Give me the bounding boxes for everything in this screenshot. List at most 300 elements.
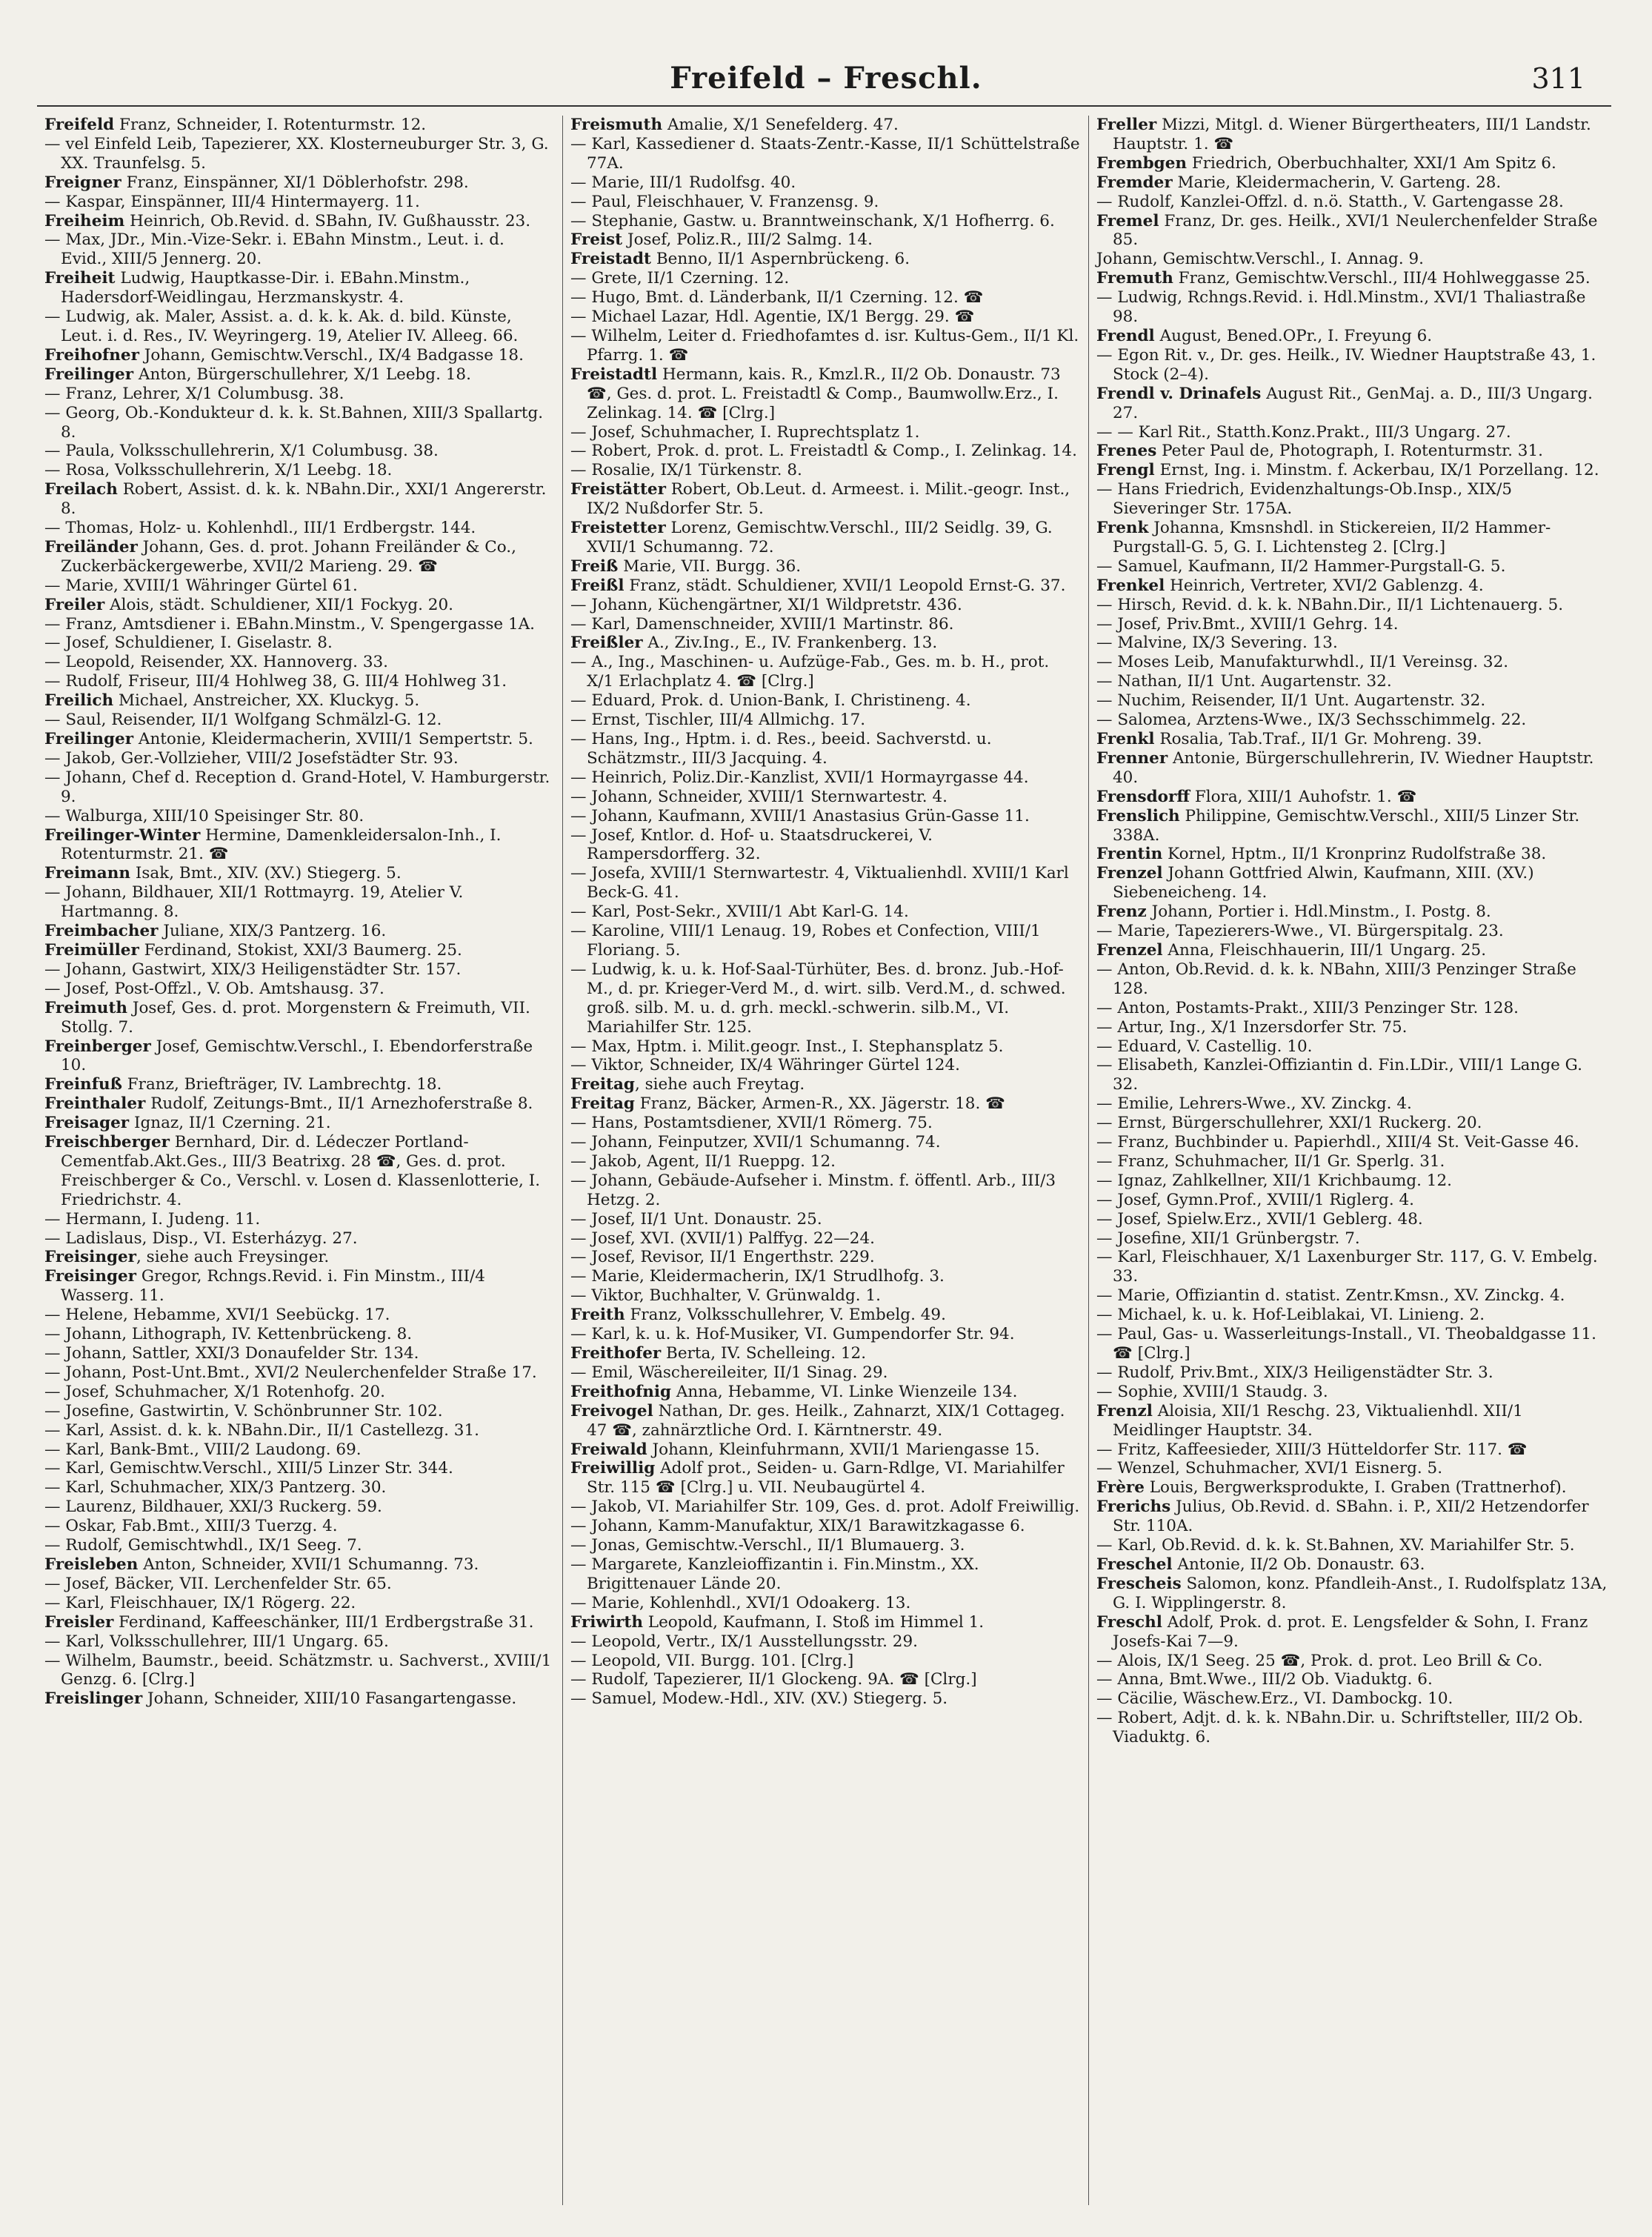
directory-entry — [1096, 807, 1608, 845]
entry-text: — Johann, Bildhauer, XII/1 Rottmayrg. 19, Atelier V. Hartmanng. 8. — [44, 883, 469, 922]
directory-entry — [44, 385, 555, 404]
directory-entry — [570, 730, 1081, 768]
entry-text: — Josefine, Gastwirtin, V. Schönbrunner Str. 102. — [44, 1401, 443, 1420]
entry-surname: Frenz — [1096, 903, 1147, 922]
directory-entry — [44, 1267, 555, 1306]
entry-text: Heinrich, Ob.Revid. d. SBahn, IV. Gußhausstr. 23. — [124, 211, 531, 230]
entry-surname: Freischberger — [44, 1133, 170, 1152]
entry-text: Hermine, Damenkleidersalon-Inh., I. Rotenturmstr. 21. ☎ — [61, 825, 507, 864]
directory-entry — [570, 653, 1081, 691]
entry-surname: Frenzel — [1096, 864, 1163, 883]
entry-text: — Ludwig, ak. Maler, Assist. a. d. k. k. Ak. d. bild. Künste, Leut. i. d. Res., IV. Weyringerg. 19, Atelier IV. Alleeg. 66. — [44, 308, 519, 345]
entry-text: Lorenz, Gemischtw.Verschl., III/2 Seidlg. 39, G. XVII/1 Schumanng. 72. — [587, 519, 1058, 556]
directory-entry — [570, 1652, 1081, 1671]
entry-text: — Ernst, Tischler, III/4 Allmichg. 17. — [570, 711, 866, 730]
entry-text: Marie, Kleidermacherin, V. Garteng. 28. — [1172, 173, 1502, 192]
entry-text: — — Karl Rit., Statth.Konz.Prakt., III/3 Ungarg. 27. — [1096, 422, 1511, 442]
directory-entry — [44, 1133, 555, 1210]
entry-text: Robert, Assist. d. k. k. NBahn.Dir., XXI/1 Angererstr. 8. — [61, 480, 552, 519]
entry-text: — Jakob, VI. Mariahilfer Str. 109, Ges. d. prot. Adolf Freiwillig. — [570, 1498, 1080, 1517]
directory-entry — [1096, 173, 1608, 193]
entry-surname: Freistadtl — [570, 365, 658, 384]
directory-entry — [44, 672, 555, 691]
entry-text: — Franz, Lehrer, X/1 Columbusg. 38. — [44, 384, 344, 403]
entry-text: Ernst, Ing. i. Minstm. f. Ackerbau, IX/1 Porzellang. 12. — [1154, 461, 1599, 480]
directory-entry — [44, 404, 555, 442]
entry-surname: Frenkel — [1096, 576, 1165, 595]
directory-entry — [44, 1383, 555, 1402]
entry-text: — Michael Lazar, Hdl. Agentie, IX/1 Bergg. 29. ☎ — [570, 308, 975, 327]
entry-text: — Josef, Schuhmacher, X/1 Rotenhofg. 20. — [44, 1382, 386, 1401]
directory-entry — [570, 1344, 1081, 1363]
directory-entry — [570, 826, 1081, 865]
directory-entry — [44, 1075, 555, 1094]
directory-entry — [44, 212, 555, 231]
entry-surname: Freschel — [1096, 1555, 1173, 1574]
directory-entry — [1096, 691, 1608, 711]
directory-entry — [1096, 1306, 1608, 1325]
entry-text: — Josefa, XVIII/1 Sternwartestr. 4, Viktualienhdl. XVIII/1 Karl Beck-G. 41. — [570, 864, 1074, 903]
directory-entry — [1096, 1536, 1608, 1555]
entry-text: Rudolf, Zeitungs-Bmt., II/1 Arnezhoferstraße 8. — [145, 1094, 533, 1114]
entry-text: — Samuel, Modew.-Hdl., XIV. (XV.) Stiegerg. 5. — [570, 1689, 948, 1709]
entry-surname: Freistätter — [570, 480, 666, 499]
entry-surname: Freithofnig — [570, 1382, 672, 1401]
entry-text: — Ludwig, k. u. k. Hof-Saal-Türhüter, Bes. d. bronz. Jub.-Hof-M., d. pr. Krieger-Verd M., d. wirt. silb. Verd.M., d. schwed. groß. silb. M. u. d. grh. meckl.-schwerin. silb.M., VI. Mariahilfer Str. 125. — [570, 960, 1071, 1037]
directory-entry — [1096, 922, 1608, 941]
entry-surname: Freistetter — [570, 519, 666, 538]
entry-text: — Johann, Lithograph, IV. Kettenbrückeng. 8. — [44, 1325, 413, 1344]
directory-entry — [1096, 288, 1608, 327]
entry-surname: Freinfuß — [44, 1075, 122, 1094]
directory-entry — [44, 1248, 555, 1267]
entry-text: — Josef, Schuhmacher, I. Ruprechtsplatz 1. — [570, 422, 920, 442]
entry-text: — Marie, XVIII/1 Währinger Gürtel 61. — [44, 576, 358, 595]
entry-text: — Karoline, VIII/1 Lenaug. 19, Robes et Confection, VIII/1 Floriang. 5. — [570, 922, 1046, 960]
entry-text: Kornel, Hptm., II/1 Kronprinz Rudolfstraße 38. — [1162, 845, 1547, 864]
entry-text: — Marie, Tapezierers-Wwe., VI. Bürgerspitalg. 23. — [1096, 922, 1504, 941]
entry-text: — Eduard, V. Castellig. 10. — [1096, 1037, 1313, 1056]
page-number: 311 — [1531, 62, 1585, 95]
entry-surname: Freithofer — [570, 1344, 662, 1363]
directory-entry — [44, 1363, 555, 1383]
entry-text: — Helene, Hebamme, XVI/1 Seebückg. 17. — [44, 1306, 390, 1325]
entry-text: Anton, Schneider, XVII/1 Schumanng. 73. — [138, 1555, 479, 1574]
entry-text: , siehe auch Freysinger. — [136, 1248, 330, 1267]
directory-entry — [570, 269, 1081, 288]
directory-entry — [44, 1498, 555, 1517]
entry-surname: Frère — [1096, 1478, 1145, 1498]
directory-entry — [570, 1056, 1081, 1075]
directory-entry — [570, 768, 1081, 788]
entry-text: — Johann, Sattler, XXI/3 Donaufelder Str. 134. — [44, 1344, 419, 1363]
entry-text: — Johann, Schneider, XVIII/1 Sternwartestr. 4. — [570, 787, 947, 806]
entry-surname: Freilinger-Winter — [44, 825, 201, 845]
directory-entry — [44, 365, 555, 385]
entry-text: Gregor, Rchngs.Revid. i. Fin Minstm., III/4 Wasserg. 11. — [61, 1267, 490, 1306]
directory-entry — [44, 1344, 555, 1363]
directory-entry — [1096, 1555, 1608, 1575]
entry-text: — Wilhelm, Baumstr., beeid. Schätzmstr. u. Sachverst., XVIII/1 Genzg. 6. [Clrg.] — [44, 1651, 557, 1689]
entry-text: , siehe auch Freytag. — [634, 1075, 805, 1094]
directory-entry — [570, 615, 1081, 634]
entry-text: — Hans, Ing., Hptm. i. d. Res., beeid. Sachverstd. u. Schätzmstr., III/3 Jacquing. 4. — [570, 730, 997, 768]
directory-entry — [44, 1689, 555, 1709]
entry-text: — Josef, Kntlor. d. Hof- u. Staatsdruckerei, V. Rampersdorfferg. 32. — [570, 825, 938, 864]
entry-text: — Johann, Chef d. Reception d. Grand-Hotel, V. Hamburgerstr. 9. — [44, 768, 556, 806]
entry-text: — Salomea, Arztens-Wwe., IX/3 Sechsschimmelg. 22. — [1096, 711, 1527, 730]
directory-entry — [44, 538, 555, 576]
directory-entry — [570, 711, 1081, 730]
entry-text: — Hans Friedrich, Evidenzhaltungs-Ob.Insp., XIX/5 Sieveringer Str. 175A. — [1096, 480, 1517, 519]
entry-text: — Nathan, II/1 Unt. Augartenstr. 32. — [1096, 672, 1392, 691]
directory-entry — [1096, 1114, 1608, 1133]
entry-surname: Freinthaler — [44, 1094, 146, 1114]
directory-entry — [1096, 327, 1608, 346]
entry-surname: Freimbacher — [44, 922, 159, 941]
entry-text: — Josef, Schuldiener, I. Giselastr. 8. — [44, 634, 333, 653]
entry-surname: Freitag — [570, 1094, 635, 1114]
directory-entry — [570, 1152, 1081, 1171]
entry-text: — Leopold, VII. Burgg. 101. [Clrg.] — [570, 1651, 854, 1670]
entry-text: — Samuel, Kaufmann, II/2 Hammer-Purgstall-G. 5. — [1096, 556, 1506, 576]
directory-entry — [44, 480, 555, 519]
directory-entry — [570, 1133, 1081, 1152]
directory-entry — [1096, 711, 1608, 730]
entry-text: — Stephanie, Gastw. u. Branntweinschank, X/1 Hofherrg. 6. — [570, 211, 1055, 230]
entry-text: — Jonas, Gemischtw.-Verschl., II/1 Blumauerg. 3. — [570, 1536, 965, 1555]
directory-entry — [1096, 423, 1608, 442]
directory-entry — [1096, 845, 1608, 864]
directory-entry — [570, 1459, 1081, 1498]
directory-entry — [44, 999, 555, 1037]
entry-surname: Frenkl — [1096, 730, 1155, 748]
entry-text: — Karl, Damenschneider, XVIII/1 Martinstr. 86. — [570, 614, 954, 634]
directory-entry — [44, 691, 555, 711]
entry-text: — Johann, Gastwirt, XIX/3 Heiligenstädter Str. 157. — [44, 960, 462, 979]
directory-entry — [570, 1383, 1081, 1402]
directory-entry — [44, 1229, 555, 1249]
directory-entry — [570, 1402, 1081, 1440]
directory-entry — [44, 442, 555, 461]
directory-entry — [1096, 116, 1608, 154]
directory-entry — [1096, 1210, 1608, 1229]
entry-surname: Freiß — [570, 556, 619, 576]
entry-text: — Max, Hptm. i. Milit.geogr. Inst., I. Stephansplatz 5. — [570, 1037, 1004, 1056]
entry-text: Julius, Ob.Revid. d. SBahn. i. P., XII/2 Hetzendorfer Str. 110A. — [1113, 1498, 1594, 1536]
directory-entry — [44, 1478, 555, 1498]
entry-text: — Johann, Küchengärtner, XI/1 Wildpretstr. 436. — [570, 595, 962, 614]
directory-entry — [1096, 519, 1608, 557]
directory-entry — [44, 519, 555, 538]
entry-text: — Josef, Spielw.Erz., XVII/1 Geblerg. 48. — [1096, 1209, 1423, 1229]
directory-entry — [1096, 672, 1608, 691]
directory-entry — [570, 173, 1081, 193]
entry-text: August Rit., GenMaj. a. D., III/3 Ungarg. 27. — [1113, 384, 1598, 422]
directory-entry — [1096, 1478, 1608, 1498]
entry-text: — Karl, Ob.Revid. d. k. k. St.Bahnen, XV. Mariahilfer Str. 5. — [1096, 1536, 1575, 1555]
entry-text: — Anton, Ob.Revid. d. k. k. NBahn, XIII/3 Penzinger Straße 128. — [1096, 960, 1582, 998]
page-header — [0, 61, 1652, 105]
directory-entry — [44, 1037, 555, 1076]
directory-entry — [570, 1248, 1081, 1267]
entry-text: — Thomas, Holz- u. Kohlenhdl., III/1 Erdbergstr. 144. — [44, 519, 476, 538]
directory-entry — [44, 1594, 555, 1613]
entry-text: — Robert, Prok. d. prot. L. Freistadtl & Comp., I. Zelinkag. 14. — [570, 442, 1077, 461]
entry-surname: Frenslich — [1096, 806, 1180, 825]
entry-text: — Karl, Kassediener d. Staats-Zentr.-Kasse, II/1 Schüttelstraße 77A. — [570, 134, 1085, 173]
directory-entry — [570, 576, 1081, 596]
entry-text: — Kaspar, Einspänner, III/4 Hintermayerg. 11. — [44, 192, 420, 211]
directory-entry — [570, 1306, 1081, 1325]
directory-entry — [44, 193, 555, 212]
entry-text: — Karl, Gemischtw.Verschl., XIII/5 Linzer Str. 344. — [44, 1459, 453, 1478]
directory-entry — [570, 308, 1081, 327]
entry-text: — Ladislaus, Disp., VI. Esterházyg. 27. — [44, 1229, 358, 1248]
entry-text: — Heinrich, Poliz.Dir.-Kanzlist, XVII/1 Hormayrgasse 44. — [570, 768, 1029, 787]
entry-surname: Frendl — [1096, 326, 1155, 345]
entry-text: Franz, Gemischtw.Verschl., III/4 Hohlweggasse 25. — [1173, 269, 1591, 288]
directory-entry — [44, 346, 555, 365]
entry-text: — Nuchim, Reisender, II/1 Unt. Augartenstr. 32. — [1096, 691, 1486, 711]
directory-entry — [1096, 903, 1608, 922]
entry-text: — Wilhelm, Leiter d. Friedhofamtes d. isr. Kultus-Gem., II/1 Kl. Pfarrg. 1. ☎ — [570, 326, 1085, 365]
entry-text: — Josef, Priv.Bmt., XVIII/1 Gehrg. 14. — [1096, 614, 1399, 634]
entry-text: Berta, IV. Schelleing. 12. — [661, 1344, 867, 1363]
directory-entry — [44, 230, 555, 269]
directory-entry — [44, 1613, 555, 1632]
entry-surname: Freisinger — [44, 1267, 137, 1286]
directory-entry — [570, 788, 1081, 807]
entry-surname: Freist — [570, 230, 623, 250]
entry-surname: Freigner — [44, 173, 121, 192]
entry-surname: Frenes — [1096, 442, 1157, 461]
column-middle — [563, 116, 1089, 2205]
entry-text: Franz, Briefträger, IV. Lambrechtg. 18. — [121, 1075, 442, 1094]
entry-surname: Freisager — [44, 1114, 130, 1133]
entry-text: Johann, Portier i. Hdl.Minstm., I. Postg. 8. — [1146, 903, 1491, 922]
entry-surname: Freilinger — [44, 730, 134, 748]
entry-text: — Rosa, Volksschullehrerin, X/1 Leebg. 18. — [44, 461, 393, 480]
directory-entry — [1096, 1286, 1608, 1306]
directory-entry — [44, 596, 555, 615]
entry-text: — Johann, Gebäude-Aufseher i. Minstm. f. öffentl. Arb., III/3 Hetzg. 2. — [570, 1171, 1061, 1209]
entry-text: — Josef, Post-Offzl., V. Ob. Amtshausg. 37. — [44, 979, 384, 998]
entry-text: — Karl, Schuhmacher, XIX/3 Pantzerg. 30. — [44, 1478, 387, 1498]
entry-text: — Fritz, Kaffeesieder, XIII/3 Hütteldorfer Str. 117. ☎ — [1096, 1440, 1528, 1459]
entry-text: Bernhard, Dir. d. Lédeczer Portland-Cementfab.Akt.Ges., III/3 Beatrixg. 28 ☎, Ges. d. prot. Freischberger & Co., Verschl. v. Losen d. Klassenlotterie, I. Friedrichstr. 4. — [61, 1133, 545, 1209]
directory-entry — [570, 1440, 1081, 1460]
entry-text: Nathan, Dr. ges. Heilk., Zahnarzt, XIX/1 Cottageg. 47 ☎, zahnärztliche Ord. I. Kärntnerstr. 49. — [587, 1401, 1070, 1440]
entry-surname: Freiler — [44, 595, 105, 614]
directory-entry — [1096, 1383, 1608, 1402]
directory-entry — [1096, 596, 1608, 615]
entry-surname: Freimüller — [44, 940, 139, 960]
entry-text: Ferdinand, Stokist, XXI/3 Baumerg. 25. — [139, 940, 462, 960]
entry-text: Leopold, Kaufmann, I. Stoß im Himmel 1. — [642, 1612, 985, 1632]
directory-entry — [1096, 576, 1608, 596]
entry-text: Antonie, Bürgerschullehrerin, IV. Wiedner Hauptstr. 40. — [1113, 748, 1599, 787]
directory-entry — [570, 1632, 1081, 1652]
directory-entry — [1096, 461, 1608, 480]
entry-surname: Frenzl — [1096, 1401, 1153, 1420]
entry-surname: Freistadt — [570, 250, 651, 269]
entry-text: — Josef, Revisor, II/1 Engerthstr. 229. — [570, 1248, 875, 1267]
directory-entry — [570, 250, 1081, 269]
directory-entry — [570, 807, 1081, 826]
directory-entry — [44, 1094, 555, 1114]
entry-surname: Freismuth — [570, 116, 663, 134]
entry-text: — Rudolf, Kanzlei-Offzl. d. n.ö. Statth., V. Gartengasse 28. — [1096, 192, 1564, 211]
entry-surname: Freith — [570, 1306, 625, 1325]
directory-entry — [570, 1229, 1081, 1249]
entry-text: — Oskar, Fab.Bmt., XIII/3 Tuerzg. 4. — [44, 1517, 338, 1536]
entry-text: — Anton, Postamts-Prakt., XIII/3 Penzinger Str. 128. — [1096, 998, 1519, 1017]
entry-text: Benno, II/1 Aspernbrückeng. 6. — [651, 250, 910, 269]
entry-text: Josef, Poliz.R., III/2 Salmg. 14. — [622, 230, 873, 250]
entry-text: — Josef, XVI. (XVII/1) Palffyg. 22—24. — [570, 1229, 875, 1248]
entry-surname: Freiheim — [44, 211, 125, 230]
entry-text: — Karl, Assist. d. k. k. NBahn.Dir., II/1 Castellezg. 31. — [44, 1420, 479, 1440]
directory-entry — [1096, 1325, 1608, 1363]
entry-text: — Laurenz, Bildhauer, XXI/3 Ruckerg. 59. — [44, 1498, 382, 1517]
entry-text: — Artur, Ing., X/1 Inzersdorfer Str. 75. — [1096, 1017, 1408, 1037]
directory-entry — [1096, 1689, 1608, 1709]
column-right — [1089, 116, 1615, 2205]
entry-text: — Franz, Amtsdiener i. EBahn.Minstm., V. Spengergasse 1A. — [44, 614, 536, 634]
directory-entry — [44, 980, 555, 999]
entry-text: Johann, Gemischtw.Verschl., IX/4 Badgasse 18. — [139, 345, 524, 365]
directory-entry — [1096, 615, 1608, 634]
directory-entry — [570, 461, 1081, 480]
entry-text: — Karl, Fleischhauer, X/1 Laxenburger Str. 117, G. V. Embelg. 33. — [1096, 1248, 1603, 1286]
entry-text: Josef, Gemischtw.Verschl., I. Ebendorferstraße 10. — [61, 1037, 538, 1075]
directory-entry — [44, 960, 555, 980]
entry-text: — Paul, Fleischhauer, V. Franzensg. 9. — [570, 192, 879, 211]
entry-text: Hermann, kais. R., Kmzl.R., II/2 Ob. Donaustr. 73 ☎, Ges. d. prot. L. Freistadtl & Comp., Baumwollw.Erz., I. Zelinkag. 14. ☎ [Clrg.] — [587, 365, 1066, 422]
entry-surname: Freisleben — [44, 1555, 139, 1574]
directory-entry — [570, 903, 1081, 922]
entry-text: Johann, Kleinfuhrmann, XVII/1 Mariengasse 15. — [647, 1440, 1040, 1459]
directory-entry — [44, 116, 555, 135]
directory-entry — [1096, 749, 1608, 788]
entry-text: Johann, Schneider, XIII/10 Fasangartengasse. — [142, 1689, 517, 1709]
directory-entry — [570, 922, 1081, 960]
directory-entry — [570, 1594, 1081, 1613]
entry-text: A., Ziv.Ing., E., IV. Frankenberg. 13. — [642, 634, 938, 653]
directory-entry — [1096, 1613, 1608, 1652]
directory-entry — [44, 1114, 555, 1133]
directory-entry — [44, 768, 555, 807]
directory-entry — [1096, 960, 1608, 999]
entry-text: Anna, Fleischhauerin, III/1 Ungarg. 25. — [1162, 940, 1487, 960]
entry-surname: Frerichs — [1096, 1498, 1171, 1517]
entry-text: — vel Einfeld Leib, Tapezierer, XX. Klosterneuburger Str. 3, G. XX. Traunfelsg. 5. — [44, 134, 554, 173]
directory-entry — [44, 883, 555, 922]
directory-entry — [570, 1363, 1081, 1383]
entry-text: — Karl, Fleischhauer, IX/1 Rögerg. 22. — [44, 1593, 356, 1612]
entry-text: Franz, Schneider, I. Rotenturmstr. 12. — [114, 116, 427, 134]
directory-entry — [1096, 269, 1608, 288]
entry-text: Johann, Gemischtw.Verschl., I. Annag. 9. — [1096, 250, 1424, 269]
entry-text: — Johann, Feinputzer, XVII/1 Schumanng. 74. — [570, 1133, 941, 1152]
entry-text: Friedrich, Oberbuchhalter, XXI/1 Am Spitz 6. — [1187, 153, 1556, 173]
directory-entry — [1096, 385, 1608, 423]
entry-text: — Ignaz, Zahlkellner, XII/1 Krichbaumg. 12. — [1096, 1171, 1452, 1190]
directory-entry — [44, 1536, 555, 1555]
entry-text: — Josefine, XII/1 Grünbergstr. 7. — [1096, 1229, 1360, 1248]
directory-entry — [44, 1325, 555, 1344]
entry-text: — Michael, k. u. k. Hof-Leiblakai, VI. Linieng. 2. — [1096, 1306, 1485, 1325]
entry-text: Antonie, II/2 Ob. Donaustr. 63. — [1172, 1555, 1425, 1574]
entry-text: Adolf, Prok. d. prot. E. Lengsfelder & Sohn, I. Franz Josefs-Kai 7—9. — [1113, 1612, 1593, 1651]
header-rule — [37, 105, 1611, 107]
directory-entry — [1096, 653, 1608, 672]
running-head: Freifeld – Freschl. — [670, 61, 982, 96]
directory-entry — [1096, 999, 1608, 1018]
entry-text: Franz, städt. Schuldiener, XVII/1 Leopold Ernst-G. 37. — [624, 576, 1066, 595]
entry-surname: Frensdorff — [1096, 787, 1190, 806]
directory-entry — [1096, 1037, 1608, 1057]
directory-entry — [570, 442, 1081, 461]
entry-text: — Marie, Kohlenhdl., XVI/1 Odoakerg. 13. — [570, 1593, 911, 1612]
entry-surname: Freiheit — [44, 269, 116, 288]
entry-surname: Frenner — [1096, 748, 1168, 768]
entry-text: — Rudolf, Gemischtwhdl., IX/1 Seeg. 7. — [44, 1536, 362, 1555]
directory-entry — [1096, 154, 1608, 173]
entry-text: — Franz, Schuhmacher, II/1 Gr. Sperlg. 31. — [1096, 1151, 1445, 1171]
entry-text: — Karl, k. u. k. Hof-Musiker, VI. Gumpendorfer Str. 94. — [570, 1325, 1015, 1344]
directory-entry — [570, 365, 1081, 423]
entry-surname: Freimann — [44, 864, 131, 883]
entry-text: — Jakob, Ger.-Vollzieher, VIII/2 Josefstädter Str. 93. — [44, 748, 459, 768]
entry-text: August, Bened.OPr., I. Freyung 6. — [1154, 326, 1433, 345]
entry-text: Ludwig, Hauptkasse-Dir. i. EBahn.Minstm., Hadersdorf-Weidlingau, Herzmanskystr. 4. — [61, 269, 476, 308]
entry-surname: Freinberger — [44, 1037, 151, 1056]
entry-text: — Rosalie, IX/1 Türkenstr. 8. — [570, 461, 802, 480]
entry-text: Flora, XIII/1 Auhofstr. 1. ☎ — [1189, 787, 1417, 806]
entry-surname: Freisinger — [44, 1248, 137, 1267]
directory-entry — [570, 326, 1085, 365]
directory-entry — [570, 230, 1081, 250]
entry-text: Alois, städt. Schuldiener, XII/1 Fockyg. 20. — [104, 595, 453, 614]
directory-entry — [1096, 442, 1608, 461]
entry-surname: Frengl — [1096, 461, 1155, 480]
entry-surname: Freisler — [44, 1612, 114, 1632]
entry-text: — Josef, Bäcker, VII. Lerchenfelder Str. 65. — [44, 1574, 392, 1593]
entry-text: — Robert, Adjt. d. k. k. NBahn.Dir. u. Schriftsteller, III/2 Ob. Viaduktg. 6. — [1096, 1709, 1588, 1747]
entry-text: Salomon, konz. Pfandleih-Anst., I. Rudolfsplatz 13A, G. I. Wipplingerstr. 8. — [1113, 1574, 1613, 1612]
entry-text: — Johann, Kaufmann, XVIII/1 Anastasius Grün-Gasse 11. — [570, 806, 1030, 825]
directory-entry — [1096, 250, 1608, 269]
entry-text: — Karl, Post-Sekr., XVIII/1 Abt Karl-G. 14. — [570, 903, 909, 922]
entry-surname: Freitag — [570, 1075, 635, 1094]
entry-text: — Hirsch, Revid. d. k. k. NBahn.Dir., II/1 Lichtenauerg. 5. — [1096, 595, 1564, 614]
entry-text: — Jakob, Agent, II/1 Rueppg. 12. — [570, 1151, 836, 1171]
entry-text: Philippine, Gemischtw.Verschl., XIII/5 Linzer Str. 338A. — [1113, 806, 1585, 845]
entry-text: Michael, Anstreicher, XX. Kluckyg. 5. — [113, 691, 420, 711]
directory-entry — [44, 1402, 555, 1421]
directory-entry — [1096, 1459, 1608, 1478]
entry-text: — Viktor, Schneider, IX/4 Währinger Gürtel 124. — [570, 1056, 960, 1075]
entry-text: — Grete, II/1 Czerning. 12. — [570, 269, 790, 288]
directory-entry — [1096, 346, 1608, 385]
entry-surname: Freislinger — [44, 1689, 143, 1709]
entry-text: — Paul, Gas- u. Wasserleitungs-Install., VI. Theobaldgasse 11. ☎ [Clrg.] — [1096, 1325, 1602, 1363]
entry-text: — Paula, Volksschullehrerin, X/1 Columbusg. 38. — [44, 442, 439, 461]
entry-text: Franz, Volksschullehrer, V. Embelg. 49. — [625, 1306, 946, 1325]
entry-text: — Rudolf, Friseur, III/4 Hohlweg 38, G. III/4 Hohlweg 31. — [44, 672, 507, 691]
